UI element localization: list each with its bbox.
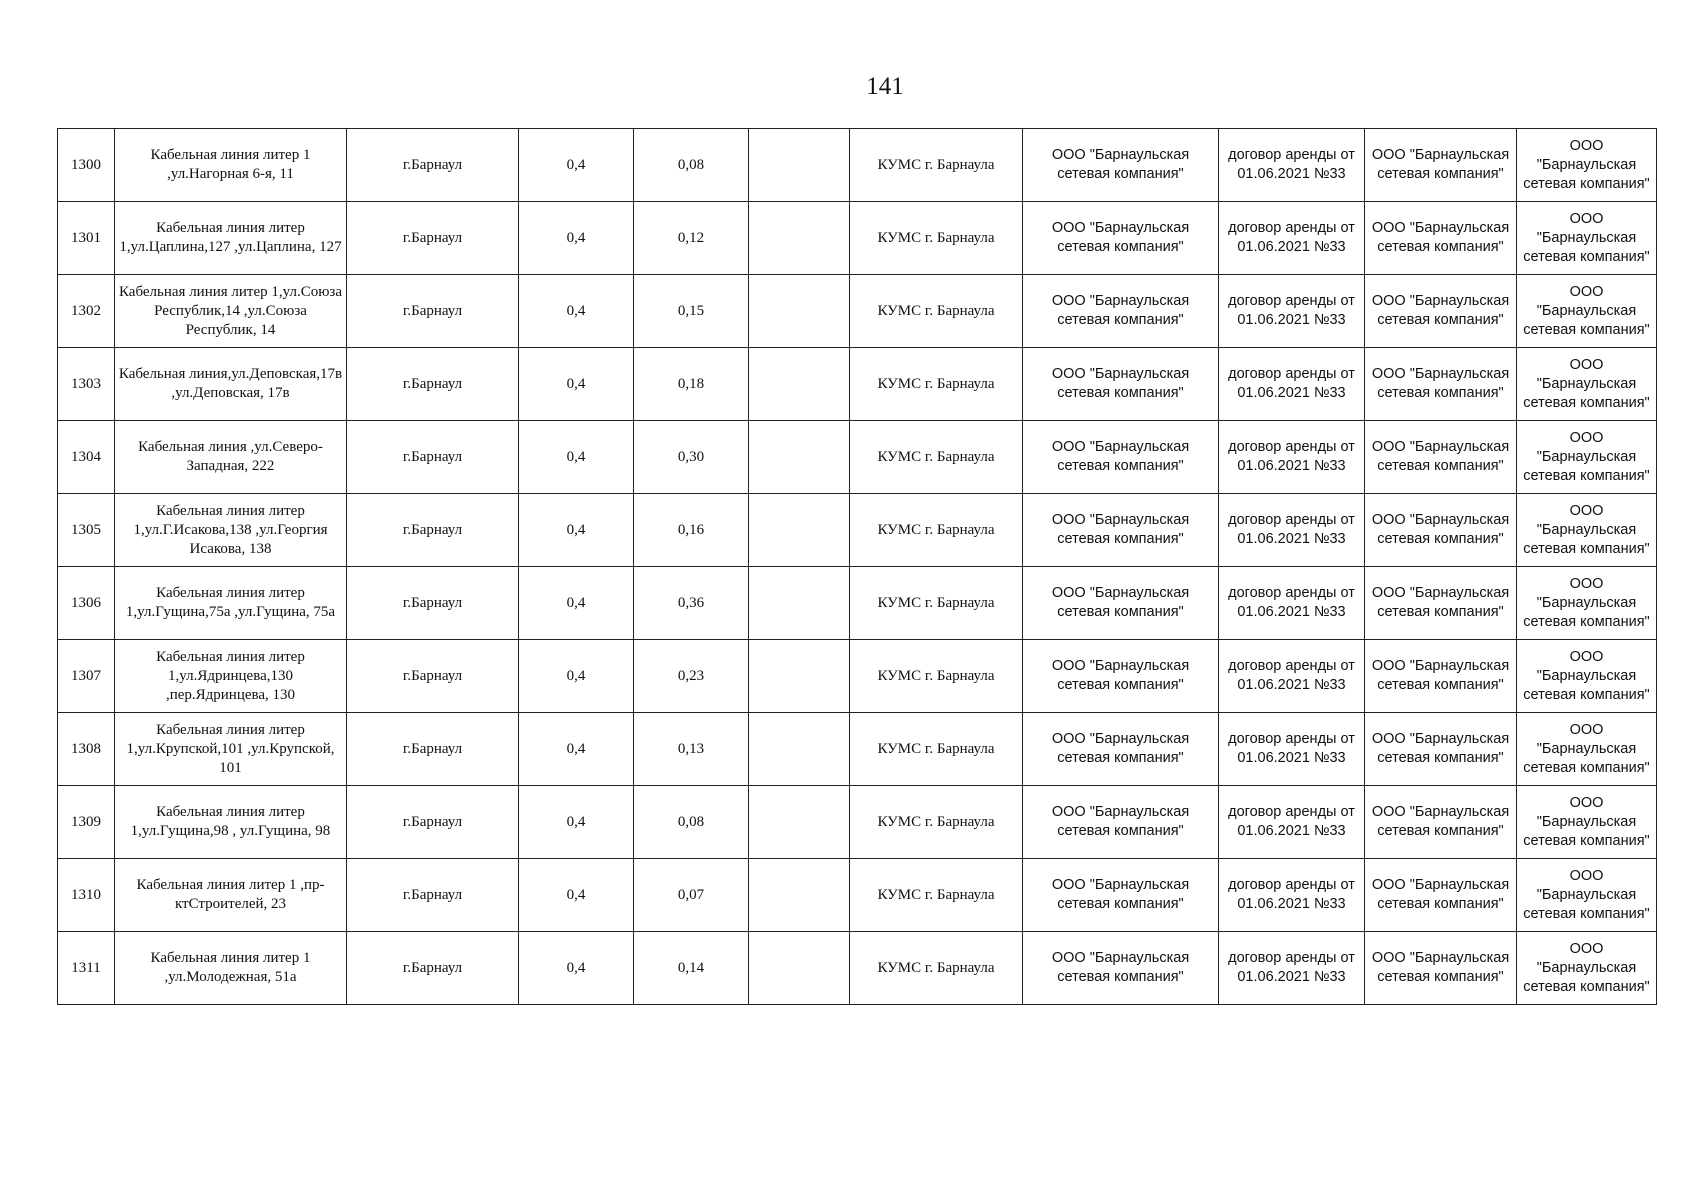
cell-holder: ООО "Барнаульская сетевая компания" xyxy=(1023,421,1219,494)
cell-holder: ООО "Барнаульская сетевая компания" xyxy=(1023,567,1219,640)
cell-basis: договор аренды от 01.06.2021 №33 xyxy=(1219,640,1365,713)
cell-operator: ООО "Барнаульская сетевая компания" xyxy=(1365,640,1517,713)
cell-number: 1309 xyxy=(58,786,115,859)
cell-length: 0,13 xyxy=(634,713,749,786)
cell-operator: ООО "Барнаульская сетевая компания" xyxy=(1365,859,1517,932)
table-row xyxy=(58,567,1657,640)
table-row xyxy=(58,786,1657,859)
cell-length: 0,12 xyxy=(634,202,749,275)
cell-object-name: Кабельная линия литер 1 ,пр-ктСтроителей, 23 xyxy=(115,859,347,932)
cell-owner: КУМС г. Барнаула xyxy=(850,421,1023,494)
cell-empty xyxy=(749,129,850,202)
cell-number: 1307 xyxy=(58,640,115,713)
cell-operator: ООО "Барнаульская сетевая компания" xyxy=(1365,713,1517,786)
cell-basis: договор аренды от 01.06.2021 №33 xyxy=(1219,494,1365,567)
cell-length: 0,14 xyxy=(634,932,749,1005)
cell-empty xyxy=(749,859,850,932)
cell-operator: ООО "Барнаульская сетевая компания" xyxy=(1365,786,1517,859)
cell-operator: ООО "Барнаульская сетевая компания" xyxy=(1365,202,1517,275)
cell-owner: КУМС г. Барнаула xyxy=(850,786,1023,859)
table-row xyxy=(58,275,1657,348)
cell-locality: г.Барнаул xyxy=(347,640,519,713)
cell-user: ООО "Барнаульская сетевая компания" xyxy=(1517,713,1657,786)
cell-locality: г.Барнаул xyxy=(347,348,519,421)
cell-operator: ООО "Барнаульская сетевая компания" xyxy=(1365,348,1517,421)
cell-voltage: 0,4 xyxy=(519,786,634,859)
cell-voltage: 0,4 xyxy=(519,713,634,786)
table-row xyxy=(58,713,1657,786)
cell-user: ООО "Барнаульская сетевая компания" xyxy=(1517,129,1657,202)
cell-empty xyxy=(749,494,850,567)
cell-voltage: 0,4 xyxy=(519,129,634,202)
cell-number: 1308 xyxy=(58,713,115,786)
cell-holder: ООО "Барнаульская сетевая компания" xyxy=(1023,859,1219,932)
cell-voltage: 0,4 xyxy=(519,859,634,932)
cell-empty xyxy=(749,275,850,348)
cell-operator: ООО "Барнаульская сетевая компания" xyxy=(1365,275,1517,348)
cell-locality: г.Барнаул xyxy=(347,275,519,348)
cell-user: ООО "Барнаульская сетевая компания" xyxy=(1517,859,1657,932)
cell-operator: ООО "Барнаульская сетевая компания" xyxy=(1365,421,1517,494)
cell-basis: договор аренды от 01.06.2021 №33 xyxy=(1219,348,1365,421)
cell-user: ООО "Барнаульская сетевая компания" xyxy=(1517,494,1657,567)
table-row xyxy=(58,859,1657,932)
cell-holder: ООО "Барнаульская сетевая компания" xyxy=(1023,932,1219,1005)
cell-locality: г.Барнаул xyxy=(347,567,519,640)
cell-holder: ООО "Барнаульская сетевая компания" xyxy=(1023,202,1219,275)
cell-empty xyxy=(749,932,850,1005)
table-row xyxy=(58,494,1657,567)
cell-owner: КУМС г. Барнаула xyxy=(850,567,1023,640)
cell-locality: г.Барнаул xyxy=(347,202,519,275)
cell-user: ООО "Барнаульская сетевая компания" xyxy=(1517,275,1657,348)
cell-length: 0,36 xyxy=(634,567,749,640)
cell-empty xyxy=(749,202,850,275)
cell-number: 1310 xyxy=(58,859,115,932)
cell-number: 1302 xyxy=(58,275,115,348)
cell-basis: договор аренды от 01.06.2021 №33 xyxy=(1219,786,1365,859)
cell-length: 0,08 xyxy=(634,786,749,859)
registry-table xyxy=(57,128,1657,1005)
cell-length: 0,30 xyxy=(634,421,749,494)
cell-basis: договор аренды от 01.06.2021 №33 xyxy=(1219,713,1365,786)
cell-voltage: 0,4 xyxy=(519,202,634,275)
cell-empty xyxy=(749,640,850,713)
cell-length: 0,23 xyxy=(634,640,749,713)
cell-number: 1301 xyxy=(58,202,115,275)
table-row xyxy=(58,129,1657,202)
cell-object-name: Кабельная линия литер 1 ,ул.Молодежная, 51а xyxy=(115,932,347,1005)
cell-object-name: Кабельная линия литер 1,ул.Союза Республик,14 ,ул.Союза Республик, 14 xyxy=(115,275,347,348)
cell-locality: г.Барнаул xyxy=(347,713,519,786)
table-row xyxy=(58,421,1657,494)
cell-number: 1305 xyxy=(58,494,115,567)
cell-voltage: 0,4 xyxy=(519,640,634,713)
cell-holder: ООО "Барнаульская сетевая компания" xyxy=(1023,786,1219,859)
cell-object-name: Кабельная линия литер 1,ул.Ядринцева,130 ,пер.Ядринцева, 130 xyxy=(115,640,347,713)
cell-basis: договор аренды от 01.06.2021 №33 xyxy=(1219,932,1365,1005)
cell-object-name: Кабельная линия литер 1,ул.Г.Исакова,138 ,ул.Георгия Исакова, 138 xyxy=(115,494,347,567)
cell-basis: договор аренды от 01.06.2021 №33 xyxy=(1219,421,1365,494)
cell-empty xyxy=(749,421,850,494)
cell-owner: КУМС г. Барнаула xyxy=(850,640,1023,713)
cell-operator: ООО "Барнаульская сетевая компания" xyxy=(1365,932,1517,1005)
cell-basis: договор аренды от 01.06.2021 №33 xyxy=(1219,275,1365,348)
cell-locality: г.Барнаул xyxy=(347,494,519,567)
cell-holder: ООО "Барнаульская сетевая компания" xyxy=(1023,494,1219,567)
cell-owner: КУМС г. Барнаула xyxy=(850,713,1023,786)
table-row xyxy=(58,932,1657,1005)
cell-number: 1306 xyxy=(58,567,115,640)
cell-basis: договор аренды от 01.06.2021 №33 xyxy=(1219,859,1365,932)
cell-length: 0,07 xyxy=(634,859,749,932)
cell-object-name: Кабельная линия ,ул.Северо-Западная, 222 xyxy=(115,421,347,494)
cell-number: 1303 xyxy=(58,348,115,421)
table-row xyxy=(58,202,1657,275)
cell-voltage: 0,4 xyxy=(519,567,634,640)
cell-operator: ООО "Барнаульская сетевая компания" xyxy=(1365,494,1517,567)
cell-voltage: 0,4 xyxy=(519,348,634,421)
cell-length: 0,16 xyxy=(634,494,749,567)
cell-owner: КУМС г. Барнаула xyxy=(850,859,1023,932)
cell-object-name: Кабельная линия литер 1,ул.Цаплина,127 ,ул.Цаплина, 127 xyxy=(115,202,347,275)
cell-length: 0,08 xyxy=(634,129,749,202)
cell-holder: ООО "Барнаульская сетевая компания" xyxy=(1023,640,1219,713)
cell-user: ООО "Барнаульская сетевая компания" xyxy=(1517,640,1657,713)
cell-holder: ООО "Барнаульская сетевая компания" xyxy=(1023,713,1219,786)
cell-user: ООО "Барнаульская сетевая компания" xyxy=(1517,932,1657,1005)
cell-empty xyxy=(749,713,850,786)
cell-empty xyxy=(749,786,850,859)
cell-object-name: Кабельная линия литер 1 ,ул.Нагорная 6-я, 11 xyxy=(115,129,347,202)
cell-locality: г.Барнаул xyxy=(347,786,519,859)
cell-locality: г.Барнаул xyxy=(347,859,519,932)
cell-holder: ООО "Барнаульская сетевая компания" xyxy=(1023,275,1219,348)
cell-owner: КУМС г. Барнаула xyxy=(850,348,1023,421)
cell-length: 0,18 xyxy=(634,348,749,421)
cell-object-name: Кабельная линия литер 1,ул.Гущина,98 , ул.Гущина, 98 xyxy=(115,786,347,859)
cell-basis: договор аренды от 01.06.2021 №33 xyxy=(1219,202,1365,275)
cell-empty xyxy=(749,567,850,640)
cell-object-name: Кабельная линия,ул.Деповская,17в ,ул.Деповская, 17в xyxy=(115,348,347,421)
cell-user: ООО "Барнаульская сетевая компания" xyxy=(1517,202,1657,275)
page-number: 141 xyxy=(866,73,904,100)
cell-operator: ООО "Барнаульская сетевая компания" xyxy=(1365,567,1517,640)
cell-voltage: 0,4 xyxy=(519,275,634,348)
cell-locality: г.Барнаул xyxy=(347,129,519,202)
cell-owner: КУМС г. Барнаула xyxy=(850,494,1023,567)
cell-user: ООО "Барнаульская сетевая компания" xyxy=(1517,786,1657,859)
cell-object-name: Кабельная линия литер 1,ул.Гущина,75а ,ул.Гущина, 75а xyxy=(115,567,347,640)
cell-holder: ООО "Барнаульская сетевая компания" xyxy=(1023,129,1219,202)
cell-owner: КУМС г. Барнаула xyxy=(850,932,1023,1005)
cell-owner: КУМС г. Барнаула xyxy=(850,202,1023,275)
cell-empty xyxy=(749,348,850,421)
cell-voltage: 0,4 xyxy=(519,932,634,1005)
cell-number: 1311 xyxy=(58,932,115,1005)
cell-user: ООО "Барнаульская сетевая компания" xyxy=(1517,348,1657,421)
cell-holder: ООО "Барнаульская сетевая компания" xyxy=(1023,348,1219,421)
cell-owner: КУМС г. Барнаула xyxy=(850,275,1023,348)
cell-voltage: 0,4 xyxy=(519,421,634,494)
cell-voltage: 0,4 xyxy=(519,494,634,567)
table-row xyxy=(58,348,1657,421)
cell-locality: г.Барнаул xyxy=(347,932,519,1005)
cell-basis: договор аренды от 01.06.2021 №33 xyxy=(1219,567,1365,640)
cell-locality: г.Барнаул xyxy=(347,421,519,494)
table-row xyxy=(58,640,1657,713)
cell-number: 1304 xyxy=(58,421,115,494)
cell-number: 1300 xyxy=(58,129,115,202)
cell-user: ООО "Барнаульская сетевая компания" xyxy=(1517,567,1657,640)
cell-operator: ООО "Барнаульская сетевая компания" xyxy=(1365,129,1517,202)
cell-length: 0,15 xyxy=(634,275,749,348)
registry-body xyxy=(58,129,1657,1005)
cell-basis: договор аренды от 01.06.2021 №33 xyxy=(1219,129,1365,202)
cell-object-name: Кабельная линия литер 1,ул.Крупской,101 ,ул.Крупской, 101 xyxy=(115,713,347,786)
cell-user: ООО "Барнаульская сетевая компания" xyxy=(1517,421,1657,494)
cell-owner: КУМС г. Барнаула xyxy=(850,129,1023,202)
